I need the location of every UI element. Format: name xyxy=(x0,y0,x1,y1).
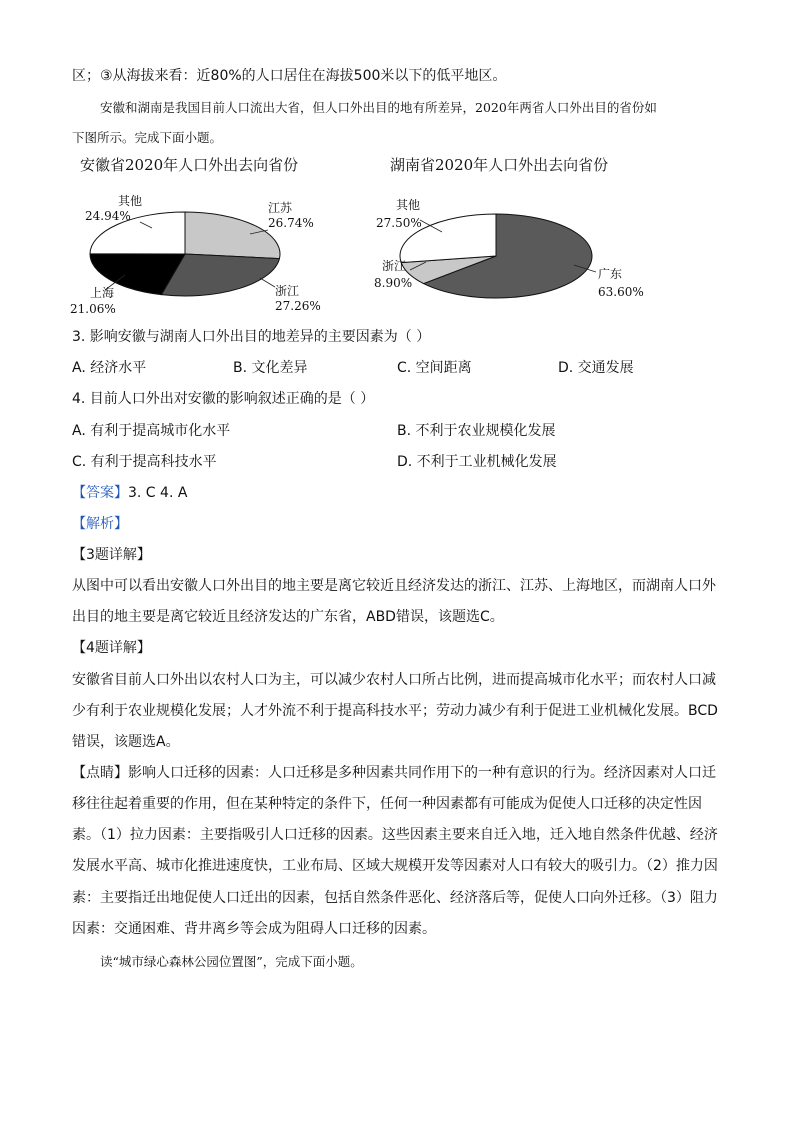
anhui-chart xyxy=(70,156,321,316)
q4-option-b: B. 不利于农业规模化发展 xyxy=(397,423,556,439)
hunan-label-other-value: 27.50% xyxy=(376,216,422,230)
next-question-stem: 读“城市绿心森林公园位置图”，完成下面小题。 xyxy=(100,954,363,969)
anhui-label-zhejiang-value: 27.26% xyxy=(275,299,321,313)
anhui-pie xyxy=(90,212,280,296)
q4-option-a: A. 有利于提高城市化水平 xyxy=(72,423,231,439)
anhui-label-shanghai-name: 上海 xyxy=(90,286,115,300)
tip-line-4: 发展水平高、城市化推进速度快，工业布局、区域大规模开发等因素对人口有较大的吸引力。（2）推力因 xyxy=(72,858,718,874)
answer-text: 3. C 4. A xyxy=(128,485,188,501)
hunan-label-guangdong-value: 63.60% xyxy=(598,285,644,299)
q3-stem: 3. 影响安徽与湖南人口外出目的地差异的主要因素为（ ） xyxy=(72,329,431,345)
anhui-label-other-name: 其他 xyxy=(118,194,143,208)
q4-stem: 4. 目前人口外出对安徽的影响叙述正确的是（ ） xyxy=(72,391,375,407)
hunan-label-zhejiang-value: 8.90% xyxy=(374,276,413,290)
hunan-label-guangdong-name: 广东 xyxy=(598,267,623,281)
hunan-label-other-name: 其他 xyxy=(396,198,421,212)
hunan-label-zhejiang-name: 浙江 xyxy=(382,259,407,273)
hunan-chart xyxy=(374,156,644,299)
detail4-line-3: 错误，该题选A。 xyxy=(72,734,180,750)
q3-option-c: C. 空间距离 xyxy=(397,360,472,376)
anhui-label-shanghai-value: 21.06% xyxy=(70,302,116,316)
q3-option-d: D. 交通发展 xyxy=(558,360,634,376)
anhui-label-zhejiang-name: 浙江 xyxy=(275,284,300,298)
detail3-line-2: 出目的地主要是离它较近且经济发达的广东省，ABD错误，该题选C。 xyxy=(72,609,504,625)
detail4-label: 【4题详解】 xyxy=(72,640,151,656)
q4-option-d: D. 不利于工业机械化发展 xyxy=(397,454,557,470)
tip-line-1 xyxy=(72,763,716,783)
hunan-chart-title: 湖南省2020年人口外出去向省份 xyxy=(390,156,609,174)
question-stem-line-2: 下图所示。完成下面小题。 xyxy=(72,130,223,145)
tip-line-2: 移往往起着重要的作用，但在某种特定的条件下，任何一种因素都有可能成为促使人口迁移的决定性因 xyxy=(72,796,702,812)
tip-line-3: 素。（1）拉力因素：主要指吸引人口迁移的因素。这些因素主要来自迁入地，迁入地自然条件优越、经济 xyxy=(72,827,718,843)
detail4-line-1: 安徽省目前人口外出以农村人口为主，可以减少农村人口所占比例，进而提高城市化水平；而农村人口减 xyxy=(72,672,716,688)
detail3-line-1: 从图中可以看出安徽人口外出目的地主要是离它较近且经济发达的浙江、江苏、上海地区，而湖南人口外 xyxy=(72,578,716,594)
intro-line: 区；③从海拔来看：近80%的人口居住在海拔500米以下的低平地区。 xyxy=(72,68,507,84)
tip-label: 【点睛】 xyxy=(72,765,128,781)
tip-text-1: 影响人口迁移的因素：人口迁移是多种因素共同作用下的一种有意识的行为。经济因素对人口迁 xyxy=(128,765,716,781)
anhui-label-other-value: 24.94% xyxy=(85,209,131,223)
anhui-label-jiangsu-value: 26.74% xyxy=(268,216,314,230)
q4-option-c: C. 有利于提高科技水平 xyxy=(72,454,217,470)
pie-charts-figure xyxy=(70,150,730,320)
question-stem-line-1: 安徽和湖南是我国目前人口流出大省，但人口外出目的地有所差异，2020年两省人口外出目的省份如 xyxy=(100,100,657,115)
anhui-label-jiangsu-name: 江苏 xyxy=(268,201,293,215)
q3-option-a: A. 经济水平 xyxy=(72,360,147,376)
anhui-slice-0 xyxy=(185,212,280,259)
answer-label: 【答案】 xyxy=(72,485,128,501)
analysis-label: 【解析】 xyxy=(72,516,128,532)
tip-line-5: 素：主要指迁出地促使人口迁出的因素，包括自然条件恶化、经济落后等，促使人口向外迁移。（3）阻力 xyxy=(72,890,718,906)
hunan-pie xyxy=(400,214,592,298)
detail3-label: 【3题详解】 xyxy=(72,547,151,563)
anhui-chart-title: 安徽省2020年人口外出去向省份 xyxy=(80,156,299,174)
tip-line-6: 因素：交通困难、背井离乡等会成为阻碍人口迁移的因素。 xyxy=(72,921,436,937)
answer-line xyxy=(72,483,187,503)
anhui-leader-zhejiang xyxy=(260,278,275,287)
detail4-line-2: 少有利于农业规模化发展；人才外流不利于提高科技水平；劳动力减少有利于促进工业机械化发展。BCD xyxy=(72,703,718,719)
q3-option-b: B. 文化差异 xyxy=(233,360,308,376)
